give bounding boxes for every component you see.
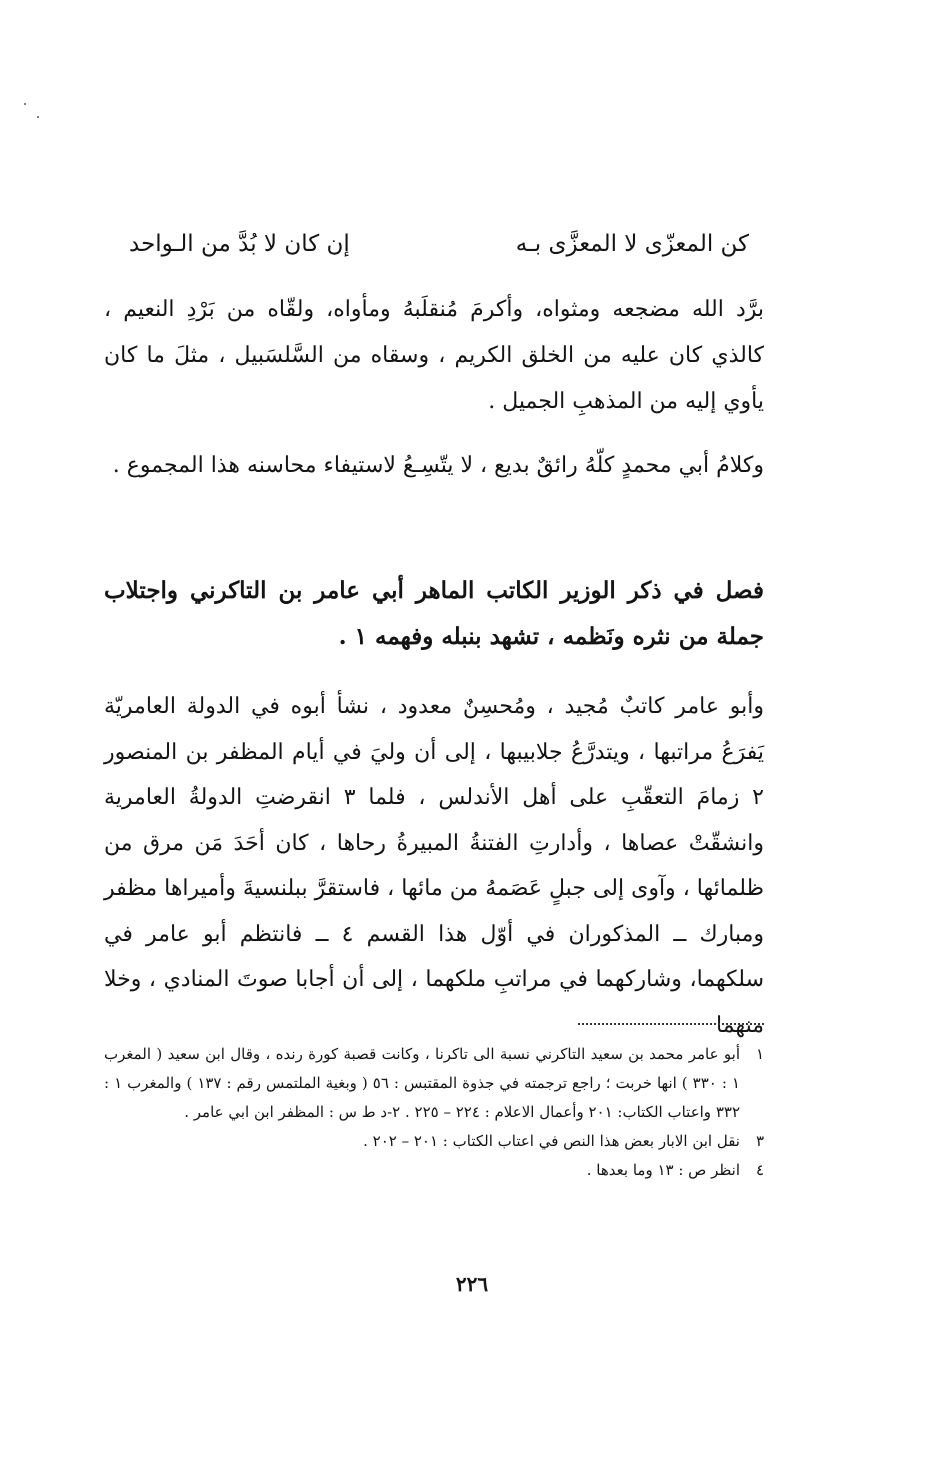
footnote-text: أبو عامر محمد بن سعيد التاكرني نسبة الى تاكرنا ، وكانت قصبة كورة رنده ، وقال ابن سعيد ( المغرب ١ : ٣٣٠ ) انها خربت ؛ راجع ترجمته في جذوة المقتبس : ٥٦ ( وبغية الملتمس رقم : ١٣٧ ) والمغرب ١ : ٣٣٢ واعتاب الكتاب: ٢٠١ وأعمال الاعلام : ٢٢٤ – ٢٢٥ . ٢-د ط س : المظفر ابن ابي عامر . (104, 1045, 740, 1121)
footnotes (104, 1040, 764, 1185)
footnote-number: ٤ (755, 1161, 764, 1179)
paragraph-praise: وكلامُ أبي محمدٍ كلّهُ رائقٌ بديع ، لا يتّسِـعُ لاستيفاء محاسنه هذا المجموع . (112, 453, 764, 478)
verse-first-hemistich: كن المعزّى لا المعزَّى بـه (515, 231, 749, 257)
page-number: ٢٢٦ (455, 1272, 489, 1296)
footnote-separator (578, 1023, 764, 1025)
verse-second-hemistich: إن كان لا بُدَّ من الـواحد (129, 231, 350, 257)
footnote (104, 1156, 764, 1185)
footnote-number: ٣ (755, 1132, 764, 1150)
paragraph-biography: وأبو عامر كاتبٌ مُجيد ، ومُحسِنٌ معدود ، نشأ أبوه في الدولة العامريّة يَفرَعُ مراتبها ، ويتدرَّعُ جلابيبها ، إلى أن وليَ في أيام المظفر بن المنصور ٢ زمامَ التعقّبِ على أهل الأندلس ، فلما ٣ انقرضتِ الدولةُ العامرية وانشقّتْ عصاها ، وأدارتِ الفتنةُ المبيرةُ رحاها ، كان أحَدَ مَن مرق من ظلمائها ، وآوى إلى جبلٍ عَصَمهُ من مائها ، فاستقرَّ ببلنسيةَ وأميراها مظفر ومبارك ــ المذكوران في أوّل هذا القسم ٤ ــ فانتظم أبو عامر في سلكهما، وشاركهما في مراتبِ ملكهما ، إلى أن أجابا صوتَ المنادي ، وخلا منهما (104, 694, 765, 1038)
paragraph-elegy: برَّد الله مضجعه ومثواه، وأكرمَ مُنقلَبهُ ومأواه، ولقّاه من بَرْدِ النعيم ، كالذي كان عليه من الخلق الكريم ، وسقاه من السَّلسَبيل ، مثلَ ما كان يأوي إليه من المذهبِ الجميل . (104, 297, 764, 414)
footnote-text: نقل ابن الابار بعض هذا النص في اعتاب الكتاب : ٢٠١ – ٢٠٢ . (363, 1132, 740, 1150)
scan-speck (37, 116, 39, 118)
section-heading: فصل في ذكر الوزير الكاتب الماهر أبي عامر بن التاكرني واجتلاب جملة من نثره ونَظمه ، تشهد بنبله وفهمه ١ . (104, 577, 764, 650)
footnote-text: انظر ص : ١٣ وما بعدها . (586, 1161, 740, 1179)
scan-speck (24, 103, 26, 105)
footnote (104, 1127, 764, 1156)
footnote (104, 1040, 764, 1127)
footnote-number: ١ (755, 1045, 764, 1063)
poetry-verse (129, 224, 749, 264)
